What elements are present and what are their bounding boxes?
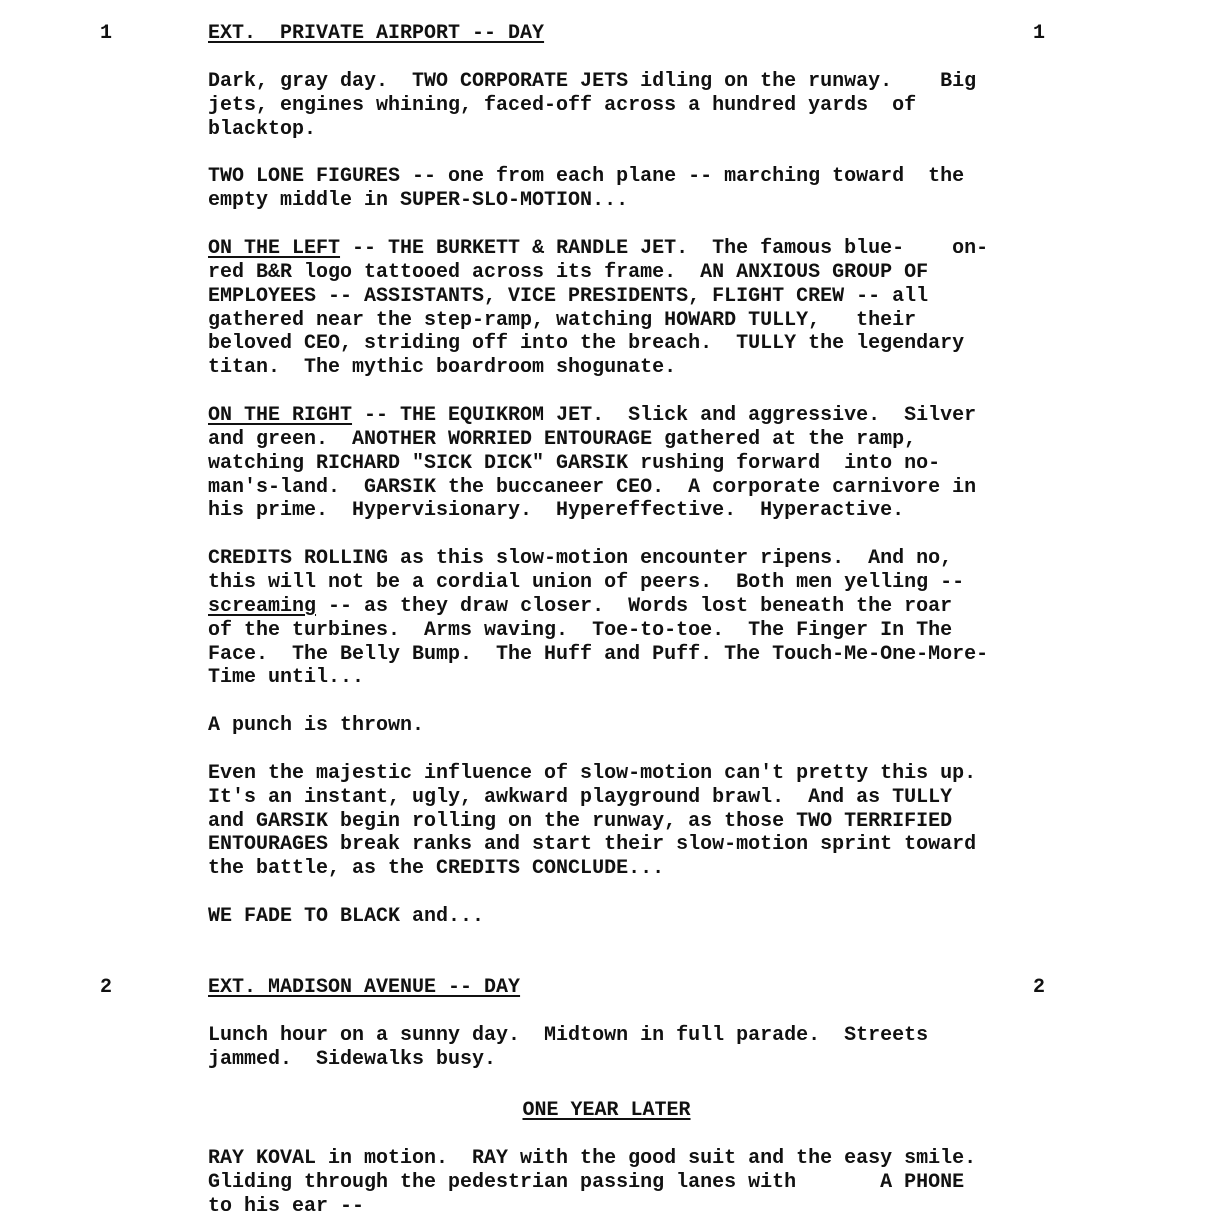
action-line: CREDITS ROLLING as this slow-motion encounter ripens. And no, xyxy=(208,547,953,570)
action-line: and GARSIK begin rolling on the runway, as those TWO TERRIFIED xyxy=(208,810,953,833)
action-line: the battle, as the CREDITS CONCLUDE... xyxy=(208,857,665,880)
action-line: his prime. Hypervisionary. Hypereffective. Hyperactive. xyxy=(208,499,905,522)
action-line: man's-land. GARSIK the buccaneer CEO. A corporate carnivore in xyxy=(208,476,977,499)
action-line: jets, engines whining, faced-off across a hundred yards of xyxy=(208,94,917,117)
action-line: to his ear -- xyxy=(208,1195,365,1218)
scene-number-left: 1 xyxy=(100,22,113,45)
action-line xyxy=(208,595,952,619)
action-line: Lunch hour on a sunny day. Midtown in full parade. Streets xyxy=(208,1024,929,1047)
action-line: A punch is thrown. xyxy=(208,714,425,737)
action-line: empty middle in SUPER-SLO-MOTION... xyxy=(208,189,629,212)
scene-number-right: 1 xyxy=(1033,22,1046,45)
action-line: this will not be a cordial union of peers. Both men yelling -- xyxy=(208,571,965,594)
action-line xyxy=(208,237,988,261)
action-line xyxy=(208,404,976,428)
action-line: red B&R logo tattooed across its frame. AN ANXIOUS GROUP OF xyxy=(208,261,929,284)
scene-heading: EXT. PRIVATE AIRPORT -- DAY xyxy=(208,22,545,45)
action-text: -- THE BURKETT & RANDLE JET. The famous blue- on- xyxy=(340,237,989,260)
action-line: EMPLOYEES -- ASSISTANTS, VICE PRESIDENTS, FLIGHT CREW -- all xyxy=(208,285,929,308)
action-line: RAY KOVAL in motion. RAY with the good suit and the easy smile. xyxy=(208,1147,977,1170)
action-line: Even the majestic influence of slow-motion can't pretty this up. xyxy=(208,762,977,785)
action-text: -- as they draw closer. Words lost beneath the roar xyxy=(316,595,953,618)
action-line: titan. The mythic boardroom shogunate. xyxy=(208,356,677,379)
action-line: Gliding through the pedestrian passing lanes with A PHONE xyxy=(208,1171,965,1194)
action-line: It's an instant, ugly, awkward playground brawl. And as TULLY xyxy=(208,786,953,809)
action-line: jammed. Sidewalks busy. xyxy=(208,1048,497,1071)
action-line: blacktop. xyxy=(208,118,317,141)
action-line: of the turbines. Arms waving. Toe-to-toe. The Finger In The xyxy=(208,619,953,642)
action-text: -- THE EQUIKROM JET. Slick and aggressive. Silver xyxy=(352,404,977,427)
title-card-text: ONE YEAR LATER xyxy=(522,1099,691,1122)
action-line: Dark, gray day. TWO CORPORATE JETS idling on the runway. Big xyxy=(208,70,977,93)
emphasis-text: screaming xyxy=(208,595,317,618)
action-line: Face. The Belly Bump. The Huff and Puff. The Touch-Me-One-More- xyxy=(208,643,989,666)
action-line: beloved CEO, striding off into the breach. TULLY the legendary xyxy=(208,332,965,355)
action-line: and green. ANOTHER WORRIED ENTOURAGE gathered at the ramp, xyxy=(208,428,917,451)
title-card xyxy=(0,1099,1206,1123)
transition-line: WE FADE TO BLACK and... xyxy=(208,905,485,928)
emphasis-text: ON THE LEFT xyxy=(208,237,341,260)
action-line: TWO LONE FIGURES -- one from each plane -- marching toward the xyxy=(208,165,965,188)
scene-number-right: 2 xyxy=(1033,976,1046,999)
emphasis-text: ON THE RIGHT xyxy=(208,404,353,427)
action-line: watching RICHARD "SICK DICK" GARSIK rushing forward into no- xyxy=(208,452,941,475)
scene-heading: EXT. MADISON AVENUE -- DAY xyxy=(208,976,521,999)
action-line: ENTOURAGES break ranks and start their slow-motion sprint toward xyxy=(208,833,977,856)
scene-number-left: 2 xyxy=(100,976,113,999)
action-line: gathered near the step-ramp, watching HOWARD TULLY, their xyxy=(208,309,917,332)
action-line: Time until... xyxy=(208,666,365,689)
